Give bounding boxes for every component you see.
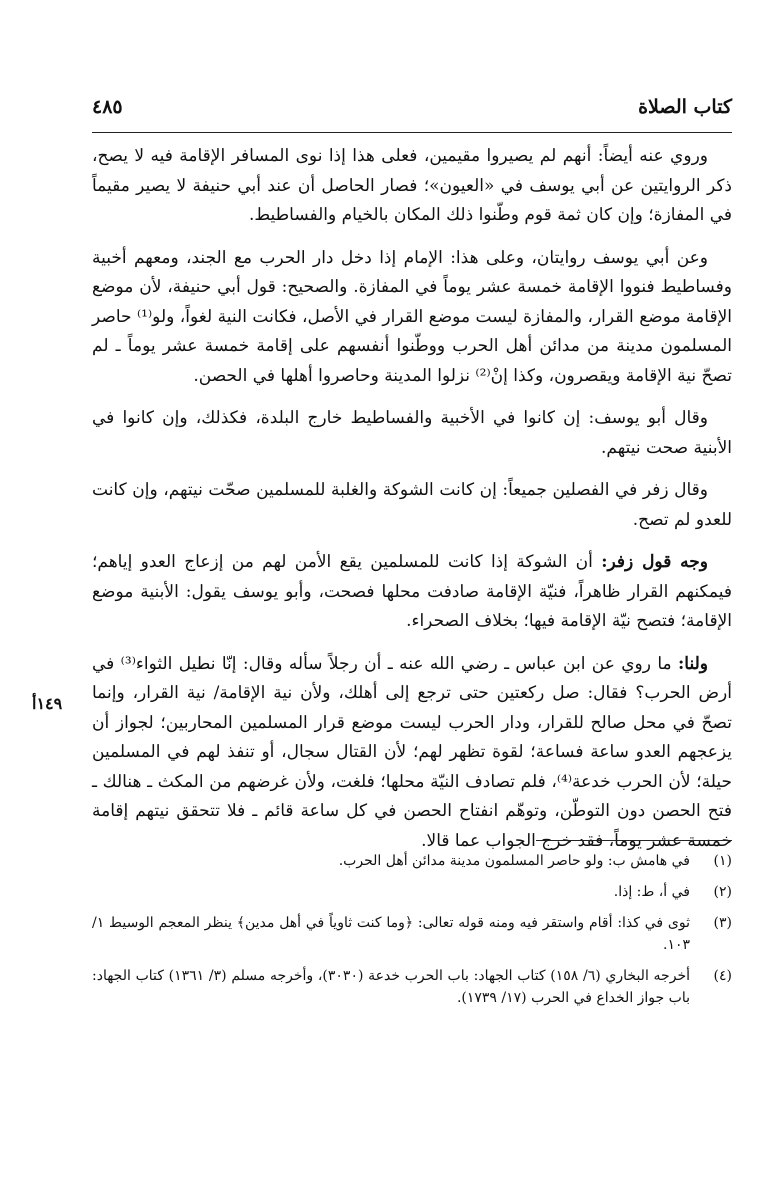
footnote-text: في هامش ب: ولو حاصر المسلمون مدينة مدائن أهل الحرب. (338, 853, 690, 869)
chapter-title: كتاب الصلاة (638, 96, 732, 118)
paragraph-lead: ولنا: (678, 653, 709, 674)
paragraph (92, 650, 732, 857)
paragraph-text: أن الشوكة إذا كانت للمسلمين يقع الأمن لهم من إزعاج العدو إياهم؛ فيمكنهم القرار ظاهراً، فنيّة الإقامة صادفت محلها فصحت، وأبو يوسف يقول: الأبنية موضع الإقامة؛ فتصح نيّة الإقامة فيها؛ بخلاف الصحراء. (92, 552, 732, 631)
page-number: ٤٨٥ (92, 96, 123, 118)
paragraph (92, 476, 732, 535)
paragraph-text: وقال أبو يوسف: إن كانوا في الأخبية والفساطيط خارج البلدة، فكذلك، وإن كانوا في الأبنية صحت نيتهم. (92, 408, 732, 458)
footnote-number: (٣) (713, 915, 732, 931)
paragraph-text: وعن أبي يوسف روايتان، وعلى هذا: الإمام إذا دخل دار الحرب مع الجند، ومعهم أخبية وفساطيط فنووا الإقامة خمسة عشر يوماً في المفازة. والصحيح: قول أبي حنيفة، لأن موضع الإقامة موضع القرار، والمفازة ليست موضع القرار في الأصل، فكانت النية لغواً، ولو⁽¹⁾ حاصر المسلمون مدينة من مدائن أهل الحرب ووطّنوا أنفسهم على إقامة خمسة عشر يوماً ـ لم تصحّ نية الإقامة ويقصرون، وكذا إنْ⁽²⁾ نزلوا المدينة وحاصروا أهلها في الحصن. (92, 247, 732, 386)
paragraph (92, 548, 732, 637)
footnote-text: في أ، ط: إذا. (613, 884, 690, 900)
manuscript-folio-marker: ١٤٩أ (32, 694, 63, 713)
footnote-text: أخرجه البخاري (٦/ ١٥٨) كتاب الجهاد: باب الحرب خدعة (٣٠٣٠)، وأخرجه مسلم (٣/ ١٣٦١) كتاب الجهاد: باب جواز الخداع في الحرب (١٧/ ١٧٣٩). (92, 968, 690, 1006)
paragraph-lead: وجه قول زفر: (601, 552, 708, 572)
footnote-separator (536, 840, 732, 841)
running-header (92, 96, 732, 130)
footnotes (92, 850, 732, 1018)
paragraph-text: وروي عنه أيضاً: أنهم لم يصيروا مقيمين، فعلى هذا إذا نوى المسافر الإقامة فيه لا يصح، ذكر الروايتين عن أبي يوسف في «العيون»؛ فصار الحاصل أن عند أبي حنيفة لا يصير مقيماً في المفازة؛ وإن كان ثمة قوم وطّنوا ذلك المكان بالخيام والفساطيط. (92, 146, 732, 225)
footnote (92, 965, 732, 1009)
paragraph (92, 404, 732, 463)
footnote-number: (١) (713, 853, 732, 869)
footnote-number: (٢) (713, 884, 732, 900)
header-rule (92, 132, 732, 133)
footnote-number: (٤) (713, 968, 732, 984)
footnote (92, 881, 732, 903)
footnote-text: ثوى في كذا: أقام واستقر فيه ومنه قوله تعالى: ﴿وما كنت ثاوياً في أهل مدين﴾ ينظر المعجم الوسيط ١/ ١٠٣. (92, 915, 690, 953)
paragraph (92, 142, 732, 231)
footnote (92, 850, 732, 872)
main-text (92, 142, 732, 869)
paragraph-text: وقال زفر في الفصلين جميعاً: إن كانت الشوكة والغلبة للمسلمين صحّت نيتهم، وإن كانت للعدو لم تصح. (92, 480, 732, 530)
footnote (92, 912, 732, 956)
paragraph-text: ما روي عن ابن عباس ـ رضي الله عنه ـ أن رجلاً سأله وقال: إنّا نطيل الثواء⁽³⁾ في أرض الحرب؟ فقال: صل ركعتين حتى ترجع إلى أهلك، ولأن نية الإقامة/ نية القرار، وإنما تصحّ في محل صالح للقرار، ودار الحرب ليست موضع قرار المسلمين المحاربين؛ لجواز أن يزعجهم العدو ساعة فساعة؛ لقوة تظهر لهم؛ لأن القتال سجال، أو تنفذ لهم في المسلمين حيلة؛ لأن الحرب خدعة⁽⁴⁾، فلم تصادف النيّة محلها؛ فلغت، ولأن غرضهم من المكث ـ هنالك ـ فتح الحصن دون التوطّن، وتوهّم انفتاح الحصن في كل ساعة قائم ـ فلا تتحقق نيتهم إقامة خمسة عشر يوماً، فقد خرج الجواب عما قالا. (92, 653, 732, 851)
paragraph (92, 244, 732, 392)
